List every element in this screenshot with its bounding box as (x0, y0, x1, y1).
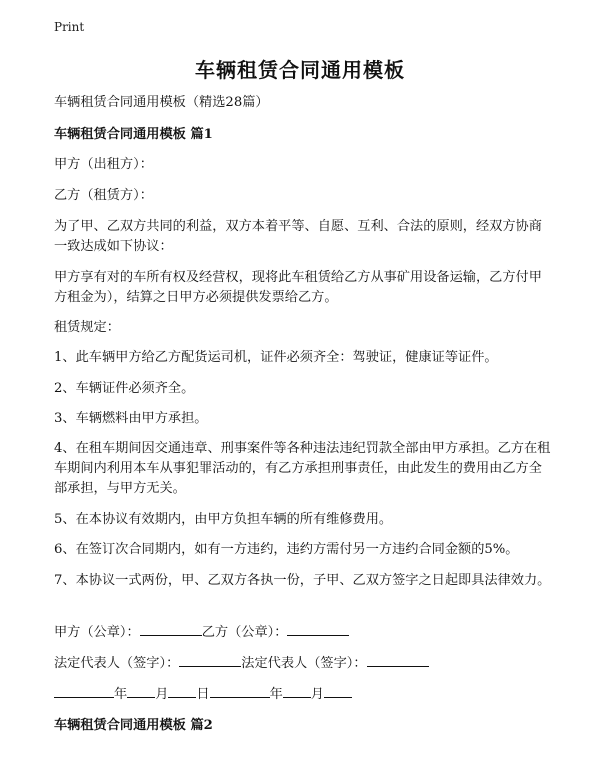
rep-b-label: 法定代表人（签字）： (241, 656, 367, 671)
section-heading-2: 车辆租赁合同通用模板 篇2 (54, 718, 213, 733)
section-heading-1: 车辆租赁合同通用模板 篇1 (54, 127, 213, 142)
rep-a-blank (179, 653, 241, 667)
month-blank-b (283, 684, 311, 698)
day-label: 日 (196, 687, 210, 702)
party-b-seal-label: 乙方（公章）： (201, 625, 288, 640)
tail-blank (324, 684, 352, 698)
party-a-line: 甲方（出租方）： (54, 157, 153, 172)
year-blank-a (54, 684, 114, 698)
rule-item: 5、在本协议有效期内，由甲方负担车辆的所有维修费用。 (54, 512, 393, 527)
intro-paragraph: 为了甲、乙双方共同的利益，双方本着平等、自愿、互利、合法的原则，经双方协商一致达成如下协议： (54, 219, 542, 254)
subtitle: 车辆租赁合同通用模板（精选28篇） (54, 95, 269, 110)
rep-b-blank (367, 653, 429, 667)
rule-item: 3、车辆燃料由甲方承担。 (54, 411, 208, 426)
month-blank-a (127, 684, 155, 698)
representative-line (54, 653, 554, 674)
rule-item: 6、在签订次合同期内，如有一方违约，违约方需付另一方违约合同金额的5%。 (54, 542, 519, 557)
month-label: 月 (310, 687, 324, 702)
month-label: 月 (155, 687, 169, 702)
date-line (54, 684, 554, 705)
year-label: 年 (269, 687, 283, 702)
document-title: 车辆租赁合同通用模板 (195, 58, 405, 82)
rule-item: 1、此车辆甲方给乙方配货运司机，证件必须齐全：驾驶证，健康证等证件。 (54, 350, 498, 365)
rules-heading: 租赁规定： (54, 320, 120, 335)
print-link[interactable]: Print (54, 20, 85, 34)
ownership-paragraph: 甲方享有对的车所有权及经营权，现将此车租赁给乙方从事矿用设备运输，乙方付甲方租金为），结算之日甲方必须提供发票给乙方。 (54, 270, 542, 305)
day-blank-a (168, 684, 196, 698)
party-b-line: 乙方（租赁方）： (54, 188, 153, 203)
year-label: 年 (114, 687, 128, 702)
rule-item: 4、在租车期间因交通违章、刑事案件等各种违法违纪罚款全部由甲方承担。乙方在租车期间内利用本车从事犯罪活动的，有乙方承担刑事责任，由此发生的费用由乙方全部承担，与甲方无关。 (54, 441, 551, 496)
rep-a-label: 法定代表人（签字）： (54, 656, 180, 671)
seal-line (54, 622, 554, 643)
rule-item: 7、本协议一式两份，甲、乙双方各执一份，子甲、乙双方签字之日起即具法律效力。 (54, 573, 551, 588)
party-a-seal-label: 甲方（公章）： (54, 625, 140, 640)
rule-item: 2、车辆证件必须齐全。 (54, 381, 195, 396)
party-a-seal-blank (140, 622, 202, 636)
year-blank-b (210, 684, 270, 698)
party-b-seal-blank (287, 622, 349, 636)
